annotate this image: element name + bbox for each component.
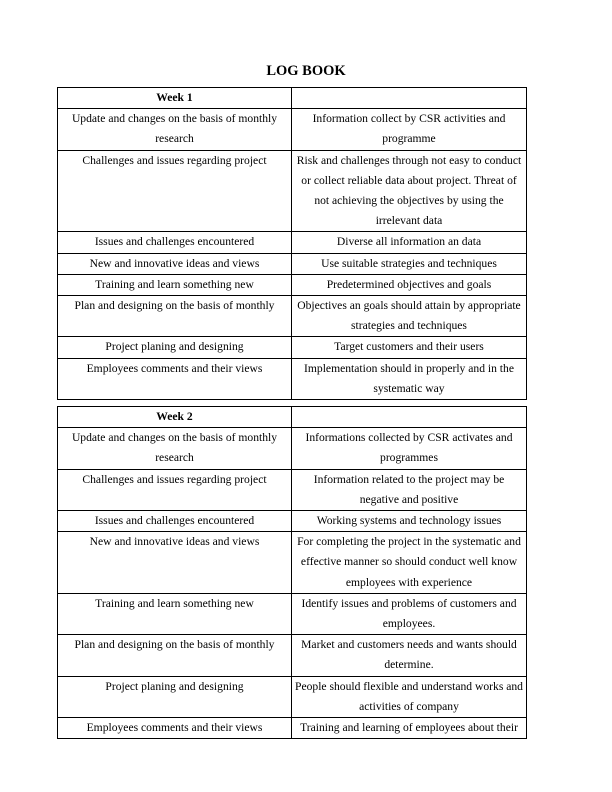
note-cell: Target customers and their users [292, 337, 527, 358]
table-row [58, 358, 527, 399]
activity-cell: Challenges and issues regarding project [58, 150, 292, 232]
note-cell: Working systems and technology issues [292, 511, 527, 532]
table-row [58, 511, 527, 532]
activity-cell: Project planing and designing [58, 337, 292, 358]
table-row [58, 337, 527, 358]
table-row [58, 635, 527, 676]
activity-cell: Employees comments and their views [58, 718, 292, 739]
table-row [58, 109, 527, 150]
header-empty-cell [292, 407, 527, 428]
note-cell: Information collect by CSR activities and programme [292, 109, 527, 150]
note-cell: Diverse all information an data [292, 232, 527, 253]
activity-cell: Plan and designing on the basis of monthly [58, 296, 292, 337]
activity-cell: New and innovative ideas and views [58, 253, 292, 274]
activity-cell: Issues and challenges encountered [58, 232, 292, 253]
note-cell: Risk and challenges through not easy to conduct or collect reliable data about project. Threat of not achieving the objectives by using the irrelevant data [292, 150, 527, 232]
activity-cell: Training and learn something new [58, 274, 292, 295]
activity-cell: New and innovative ideas and views [58, 532, 292, 594]
activity-cell: Issues and challenges encountered [58, 511, 292, 532]
table-row [58, 718, 527, 739]
table-header-row [58, 88, 527, 109]
note-cell: For completing the project in the systematic and effective manner so should conduct well know employees with experience [292, 532, 527, 594]
header-empty-cell [292, 88, 527, 109]
table-row [58, 532, 527, 594]
week-1-table [57, 87, 527, 400]
activity-cell: Plan and designing on the basis of monthly [58, 635, 292, 676]
table-row [58, 428, 527, 469]
table-header-row [58, 407, 527, 428]
note-cell: Training and learning of employees about their [292, 718, 527, 739]
week-label: Week 2 [58, 407, 292, 428]
week-2-table [57, 406, 527, 739]
note-cell: Identify issues and problems of customers and employees. [292, 593, 527, 634]
note-cell: People should flexible and understand works and activities of company [292, 676, 527, 717]
table-row [58, 150, 527, 232]
activity-cell: Challenges and issues regarding project [58, 469, 292, 510]
table-row [58, 232, 527, 253]
table-row [58, 296, 527, 337]
activity-cell: Training and learn something new [58, 593, 292, 634]
activity-cell: Project planing and designing [58, 676, 292, 717]
page-title: LOG BOOK [266, 63, 346, 79]
activity-cell: Employees comments and their views [58, 358, 292, 399]
table-row [58, 593, 527, 634]
activity-cell: Update and changes on the basis of monthly research [58, 109, 292, 150]
note-cell: Market and customers needs and wants should determine. [292, 635, 527, 676]
note-cell: Information related to the project may be negative and positive [292, 469, 527, 510]
table-row [58, 274, 527, 295]
note-cell: Informations collected by CSR activates and programmes [292, 428, 527, 469]
note-cell: Use suitable strategies and techniques [292, 253, 527, 274]
table-row [58, 676, 527, 717]
activity-cell: Update and changes on the basis of monthly research [58, 428, 292, 469]
note-cell: Predetermined objectives and goals [292, 274, 527, 295]
table-row [58, 469, 527, 510]
week-label: Week 1 [58, 88, 292, 109]
note-cell: Implementation should in properly and in the systematic way [292, 358, 527, 399]
note-cell: Objectives an goals should attain by appropriate strategies and techniques [292, 296, 527, 337]
table-row [58, 253, 527, 274]
